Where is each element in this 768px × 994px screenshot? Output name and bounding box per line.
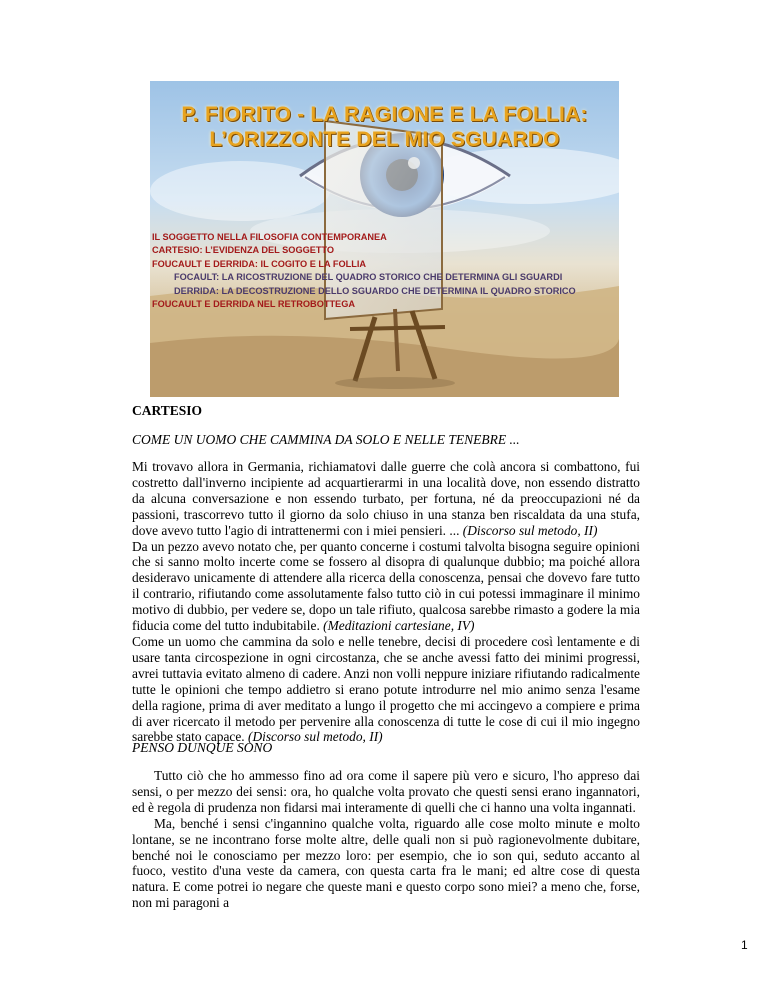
citation: (Discorso sul metodo, II) [248, 729, 383, 745]
cover-title-line-1: P. FIORITO - LA RAGIONE E LA FOLLIA: [181, 103, 588, 126]
page-number: 1 [741, 938, 748, 952]
menu-item-cogito-follia[interactable]: FOUCAULT E DERRIDA: IL COGITO E LA FOLLIA [152, 258, 367, 269]
citation: (Meditazioni cartesiane, IV) [323, 618, 475, 634]
cover-title-line-2: L’ORIZZONTE DEL MIO SGUARDO [209, 128, 560, 151]
section1-subtitle: COME UN UOMO CHE CAMMINA DA SOLO E NELLE TENEBRE ... [132, 432, 520, 447]
paragraph [132, 539, 640, 634]
paragraph [132, 634, 640, 745]
section2-subtitle: PENSO DUNQUE SONO [132, 740, 273, 755]
menu-item-foucault-ricostruzione[interactable]: FOCAULT: LA RICOSTRUZIONE DEL QUADRO STORICO CHE DETERMINA GLI SGUARDI [174, 272, 563, 283]
section1-body [132, 459, 640, 745]
paragraph-text: Come un uomo che cammina da solo e nelle tenebre, decisi di procedere così lentamente e di usare tanta circospezione in ogni circostanza, che se anche avessi fatto dei minimi progressi, avrei tuttavia evitato almeno di cadere. Anzi non volli neppure iniziare rifiutando radicalmente tutte le opinioni che tempo addietro si erano potute introdurre nel mio animo senza l'esame della ragione, prima di aver meditato a lungo il progetto che mi accingevo a compiere e prima di aver ricercato il metodo per pervenire alla conoscenza di tutte le cose di cui il mio ingegno sarebbe stato capace. [132, 633, 640, 745]
paragraph: Ma, benché i sensi c'ingannino qualche volta, riguardo alle cose molto minute e molto lontane, se ne incontrano forse molte altre, delle quali non si può ragionevolmente dubitare, benché noi le conosciamo per mezzo loro: per esempio, che io son qui, seduto accanto al fuoco, vestito d'una veste da camera, con questa carta fra le mani; ed altre cose di questa natura. E come potrei io negare che queste mani e questo corpo sono miei? a meno che, forse, non mi paragoni a [132, 815, 640, 911]
cover-menu [150, 231, 619, 311]
paragraph [132, 459, 640, 539]
paragraph: Tutto ciò che ho ammesso fino ad ora come il sapere più vero e sicuro, l'ho appreso dai sensi, o per mezzo dei sensi: ora, ho qualche volta provato che questi sensi erano ingannatori, ed è regola di prudenza non fidarsi mai interamente di quelli che ci hanno una volta ingannati. [132, 768, 640, 815]
menu-item-soggetto[interactable]: IL SOGGETTO NELLA FILOSOFIA CONTEMPORANEA [152, 232, 387, 242]
section-heading: CARTESIO [132, 403, 203, 418]
menu-item-retrobottega[interactable]: FOUCAULT E DERRIDA NEL RETROBOTTEGA [152, 298, 355, 309]
paragraph-text: Da un pezzo avevo notato che, per quanto concerne i costumi talvolta bisogna seguire opinioni che si sanno molto incerte come se fossero al disopra di qualunque dubbio; ma poiché allora desideravo unicamente di attendere alla ricerca della conoscenza, pensai che dovevo fare tutto il contrario, rifiutando come assolutamente falso tutto ciò in cui potessi immaginare il minimo motivo di dubbio, per vedere se, dopo un tale rifiuto, qualcosa sarebbe rimasto a godere la mia fiducia come del tutto indubitabile. [132, 538, 640, 634]
menu-item-cartesio[interactable]: CARTESIO: L’EVIDENZA DEL SOGGETTO [152, 245, 335, 256]
paragraph-text: Mi trovavo allora in Germania, richiamatovi dalle guerre che colà ancora si combattono, fui costretto dall'inverno incipiente ad acquartierarmi in una località dove, non essendo distratto da alcuna conversazione e non essendo turbato, per fortuna, né da preoccupazioni né da passioni, trascorrevo tutto il giorno da solo chiuso in una stanza ben riscaldata da una stufa, dove avevo tutto l'agio di intrattenermi con i miei pensieri. ... [132, 459, 640, 538]
section2-body [132, 768, 640, 911]
citation: (Discorso sul metodo, II) [462, 522, 598, 538]
cover-illustration [150, 81, 619, 397]
menu-item-derrida-decostruzione[interactable]: DERRIDA: LA DECOSTRUZIONE DELLO SGUARDO CHE DETERMINA IL QUADRO STORICO [174, 285, 576, 296]
